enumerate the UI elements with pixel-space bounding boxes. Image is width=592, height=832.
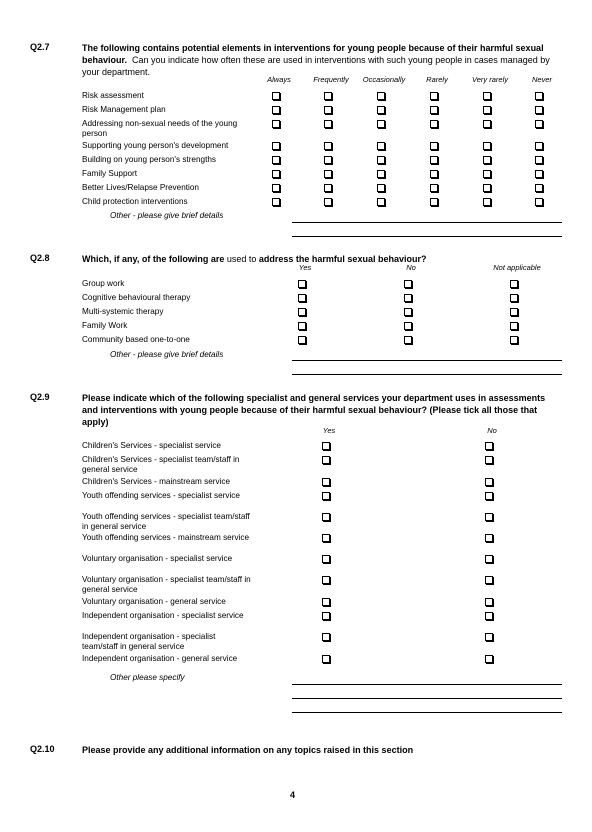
q29-column-header: Yes xyxy=(322,426,336,435)
q29-checkbox[interactable] xyxy=(322,478,330,486)
q27-checkbox[interactable] xyxy=(324,156,332,164)
q28-checkbox[interactable] xyxy=(404,322,412,330)
q29-row-label: Voluntary organisation - general service xyxy=(82,597,226,606)
q27-checkbox[interactable] xyxy=(535,156,543,164)
q27-checkbox[interactable] xyxy=(272,198,280,206)
q29-checkbox[interactable] xyxy=(322,534,330,542)
q28-checkbox[interactable] xyxy=(298,322,306,330)
q29-row-label: Children's Services - mainstream service xyxy=(82,477,231,486)
q27-checkbox[interactable] xyxy=(324,120,332,128)
q28-checkbox[interactable] xyxy=(510,336,518,344)
q27-checkbox[interactable] xyxy=(377,156,385,164)
q27-checkbox[interactable] xyxy=(483,142,491,150)
q28-checkbox[interactable] xyxy=(404,308,412,316)
q29-checkbox[interactable] xyxy=(322,492,330,500)
q27-checkbox[interactable] xyxy=(430,184,438,192)
q28-checkbox[interactable] xyxy=(298,308,306,316)
q27-checkbox[interactable] xyxy=(430,198,438,206)
q29-row-label: Youth offending services - specialist team/staff in general service xyxy=(82,512,250,531)
q27-checkbox[interactable] xyxy=(272,142,280,150)
q27-row-label: Family Support xyxy=(82,169,138,178)
q28-row-label: Family Work xyxy=(82,321,128,330)
q29-checkbox[interactable] xyxy=(485,513,493,521)
q27-checkbox[interactable] xyxy=(272,92,280,100)
q29-checkbox[interactable] xyxy=(485,442,493,450)
q29-row-label: Voluntary organisation - specialist team/staff in general service xyxy=(82,575,251,594)
q29-checkbox[interactable] xyxy=(485,534,493,542)
q29-checkbox[interactable] xyxy=(485,456,493,464)
q28-column-header: No xyxy=(406,263,416,272)
q28-question-normal: used to xyxy=(226,254,257,264)
q29-checkbox[interactable] xyxy=(322,655,330,663)
q27-checkbox[interactable] xyxy=(430,106,438,114)
q27-checkbox[interactable] xyxy=(272,106,280,114)
q29-checkbox[interactable] xyxy=(485,633,493,641)
q29-row-label: Voluntary organisation - specialist service xyxy=(82,554,233,563)
q29-checkbox[interactable] xyxy=(485,478,493,486)
q28-checkbox[interactable] xyxy=(510,308,518,316)
q29-row-label: Youth offending services - mainstream service xyxy=(82,533,250,542)
q27-other-line-2[interactable] xyxy=(292,236,562,237)
q28-checkbox[interactable] xyxy=(298,294,306,302)
q28-checkbox[interactable] xyxy=(298,280,306,288)
q27-checkbox[interactable] xyxy=(324,170,332,178)
q27-row-label: Risk assessment xyxy=(82,91,144,100)
q27-checkbox[interactable] xyxy=(272,184,280,192)
q27-checkbox[interactable] xyxy=(535,120,543,128)
q29-checkbox[interactable] xyxy=(322,598,330,606)
q29-checkbox[interactable] xyxy=(485,492,493,500)
q27-row-label: Child protection interventions xyxy=(82,197,188,206)
q29-checkbox[interactable] xyxy=(485,598,493,606)
q29-column-header: No xyxy=(487,426,497,435)
q29-checkbox[interactable] xyxy=(322,612,330,620)
q29-row-label: Children's Services - specialist team/staff in general service xyxy=(82,455,240,474)
q29-checkbox[interactable] xyxy=(322,456,330,464)
q27-checkbox[interactable] xyxy=(377,142,385,150)
q210-number: Q2.10 xyxy=(30,744,55,754)
q27-checkbox[interactable] xyxy=(377,170,385,178)
q29-row-label: Youth offending services - specialist service xyxy=(82,491,240,500)
q27-column-header: Occasionally xyxy=(362,75,406,84)
q29-row-label: Independent organisation - general service xyxy=(82,654,238,663)
q27-checkbox[interactable] xyxy=(377,184,385,192)
q27-column-header: Never xyxy=(531,75,552,84)
q28-row-label: Group work xyxy=(82,279,125,288)
q27-checkbox[interactable] xyxy=(377,106,385,114)
q29-checkbox[interactable] xyxy=(322,555,330,563)
q29-question: Please indicate which of the following specialist and general services your department uses in assessments and interventions with young people because of their harmful sexual behaviour? (Please tick all those that apply) xyxy=(82,393,546,427)
q27-checkbox[interactable] xyxy=(483,92,491,100)
q29-row-label: Children's Services - specialist service xyxy=(82,441,221,450)
q27-row-label: Building on young person's strengths xyxy=(82,155,217,164)
q27-column-header: Very rarely xyxy=(472,75,508,84)
q27-column-header: Frequently xyxy=(313,75,349,84)
q27-checkbox[interactable] xyxy=(272,156,280,164)
q27-column-header: Always xyxy=(267,75,291,84)
q27-question-bold: The following contains potential elements in interventions for young people because of their harmful sexual behaviour. xyxy=(82,43,544,65)
q29-row-label: Independent organisation - specialist team/staff in general service xyxy=(82,632,216,651)
q29-checkbox[interactable] xyxy=(322,633,330,641)
q27-checkbox[interactable] xyxy=(377,92,385,100)
q27-checkbox[interactable] xyxy=(483,106,491,114)
q27-checkbox[interactable] xyxy=(272,120,280,128)
q28-number: Q2.8 xyxy=(30,253,50,263)
q27-checkbox[interactable] xyxy=(535,142,543,150)
q28-column-header: Yes xyxy=(298,263,312,272)
q27-other-line-1[interactable] xyxy=(292,222,562,223)
q28-checkbox[interactable] xyxy=(510,322,518,330)
q27-checkbox[interactable] xyxy=(324,106,332,114)
q28-column-header: Not applicable xyxy=(493,263,541,272)
q27-other-label: Other - please give brief details xyxy=(110,211,224,220)
q29-other-line-1[interactable] xyxy=(292,684,562,685)
q28-row-label: Multi-systemic therapy xyxy=(82,307,164,316)
q29-checkbox[interactable] xyxy=(485,555,493,563)
q28-checkbox[interactable] xyxy=(404,280,412,288)
q27-column-header: Rarely xyxy=(426,75,448,84)
q27-checkbox[interactable] xyxy=(535,170,543,178)
q28-other-label: Other - please give brief details xyxy=(110,350,224,359)
q27-checkbox[interactable] xyxy=(535,184,543,192)
q29-checkbox[interactable] xyxy=(485,655,493,663)
q210-question: Please provide any additional information on any topics raised in this section xyxy=(82,745,414,755)
q28-checkbox[interactable] xyxy=(298,336,306,344)
q27-checkbox[interactable] xyxy=(377,198,385,206)
q29-checkbox[interactable] xyxy=(485,612,493,620)
q27-checkbox[interactable] xyxy=(272,170,280,178)
q27-checkbox[interactable] xyxy=(535,92,543,100)
q27-row-label: Risk Management plan xyxy=(82,105,166,114)
q29-checkbox[interactable] xyxy=(322,576,330,584)
q27-question xyxy=(82,42,562,78)
q27-checkbox[interactable] xyxy=(535,198,543,206)
q27-checkbox[interactable] xyxy=(430,156,438,164)
q29-checkbox[interactable] xyxy=(322,513,330,521)
q28-checkbox[interactable] xyxy=(404,294,412,302)
q27-checkbox[interactable] xyxy=(483,184,491,192)
q28-question-bold-b: address the harmful sexual behaviour? xyxy=(258,254,427,264)
q28-checkbox[interactable] xyxy=(510,280,518,288)
q27-checkbox[interactable] xyxy=(324,142,332,150)
q28-other-line-1[interactable] xyxy=(292,360,562,361)
q27-checkbox[interactable] xyxy=(483,120,491,128)
q29-other-line-3[interactable] xyxy=(292,712,562,713)
q29-other-line-2[interactable] xyxy=(292,698,562,699)
q29-number: Q2.9 xyxy=(30,392,50,402)
q27-checkbox[interactable] xyxy=(483,156,491,164)
q27-checkbox[interactable] xyxy=(535,106,543,114)
q28-other-line-2[interactable] xyxy=(292,374,562,375)
q27-number: Q2.7 xyxy=(30,42,50,52)
q29-checkbox[interactable] xyxy=(322,442,330,450)
q27-checkbox[interactable] xyxy=(324,198,332,206)
q27-checkbox[interactable] xyxy=(324,92,332,100)
q29-other-label: Other please specify xyxy=(110,673,185,682)
q27-checkbox[interactable] xyxy=(430,142,438,150)
q28-checkbox[interactable] xyxy=(510,294,518,302)
q27-row-label: Supporting young person's development xyxy=(82,141,229,150)
q27-question-normal: Can you indicate how often these are used in interventions with such young people in cases managed by your department. xyxy=(82,55,550,77)
q27-row-label: Better Lives/Relapse Prevention xyxy=(82,183,199,192)
q27-checkbox[interactable] xyxy=(483,198,491,206)
q27-checkbox[interactable] xyxy=(483,170,491,178)
q27-row-label: Addressing non-sexual needs of the young person xyxy=(82,119,238,138)
q27-checkbox[interactable] xyxy=(430,170,438,178)
q27-checkbox[interactable] xyxy=(324,184,332,192)
q28-row-label: Community based one-to-one xyxy=(82,335,190,344)
q29-row-label: Independent organisation - specialist service xyxy=(82,611,244,620)
q28-row-label: Cognitive behavioural therapy xyxy=(82,293,191,302)
q27-checkbox[interactable] xyxy=(430,120,438,128)
q29-checkbox[interactable] xyxy=(485,576,493,584)
q27-checkbox[interactable] xyxy=(430,92,438,100)
q28-checkbox[interactable] xyxy=(404,336,412,344)
q27-checkbox[interactable] xyxy=(377,120,385,128)
page-number: 4 xyxy=(290,790,296,800)
q28-question-bold-a: Which, if any, of the following are xyxy=(82,254,225,264)
